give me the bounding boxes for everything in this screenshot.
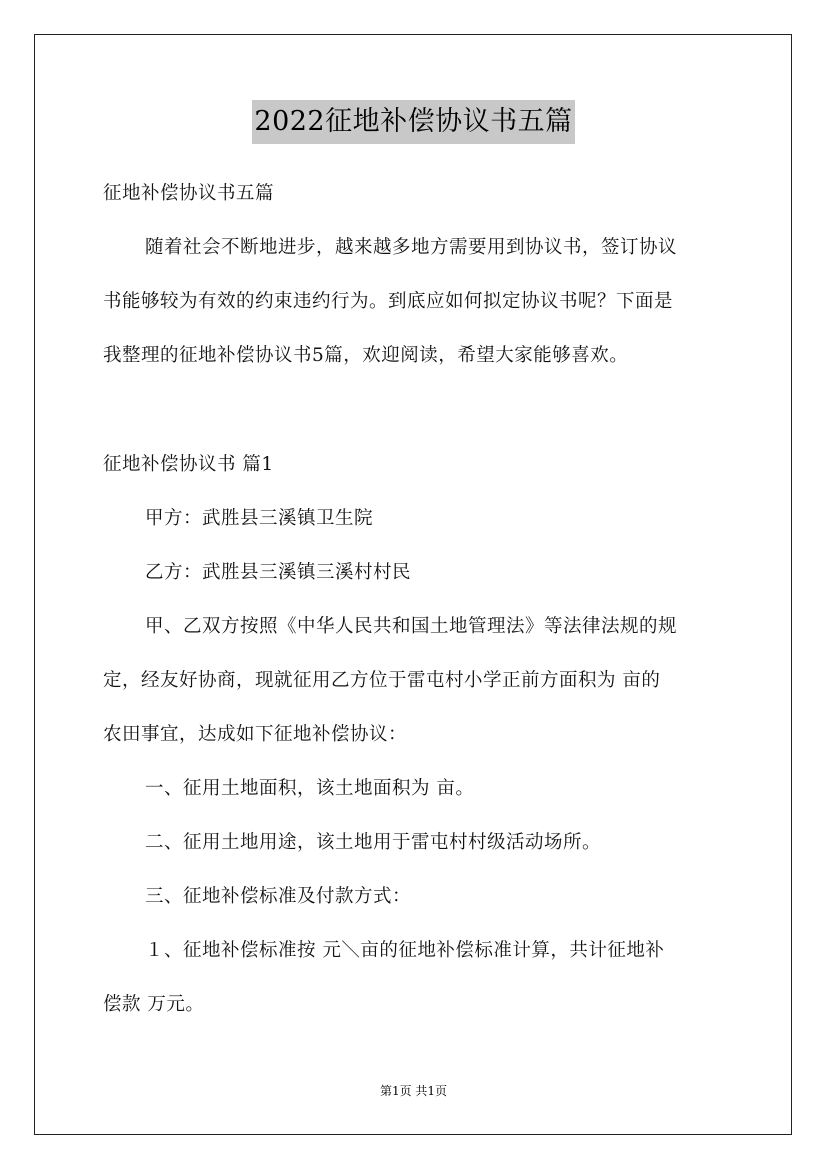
- document-title: 2022征地补偿协议书五篇: [252, 100, 574, 144]
- agreement-line-3: 农田事宜，达成如下征地补偿协议：: [103, 724, 408, 745]
- intro-line-2: 书能够较为有效的约束违约行为。到底应如何拟定协议书呢？下面是: [103, 291, 674, 312]
- section-heading: 征地补偿协议书 篇1: [103, 454, 274, 475]
- intro-line-3: 我整理的征地补偿协议书5篇，欢迎阅读，希望大家能够喜欢。: [103, 345, 629, 366]
- party-b: 乙方：武胜县三溪镇三溪村村民: [145, 562, 412, 583]
- page-number-footer: 第1页 共1页: [379, 1084, 448, 1098]
- intro-line-1: 随着社会不断地进步，越来越多地方需要用到协议书，签订协议: [145, 237, 678, 258]
- title-container: [0, 100, 827, 144]
- item-3: 三、征地补偿标准及付款方式：: [145, 886, 412, 907]
- sub-item-1-line-2: 偿款 万元。: [103, 994, 205, 1015]
- agreement-line-1: 甲、乙双方按照《中华人民共和国土地管理法》等法律法规的规: [145, 616, 678, 637]
- document-subtitle: 征地补偿协议书五篇: [103, 183, 275, 204]
- party-a: 甲方：武胜县三溪镇卫生院: [145, 508, 374, 529]
- agreement-line-2: 定，经友好协商，现就征用乙方位于雷屯村小学正前方面积为 亩的: [103, 670, 661, 691]
- item-2: 二、征用土地用途，该土地用于雷屯村村级活动场所。: [145, 832, 602, 853]
- sub-item-1-line-1: １、征地补偿标准按 元＼亩的征地补偿标准计算，共计征地补: [145, 940, 665, 961]
- item-1: 一、征用土地面积，该土地面积为 亩。: [145, 778, 475, 799]
